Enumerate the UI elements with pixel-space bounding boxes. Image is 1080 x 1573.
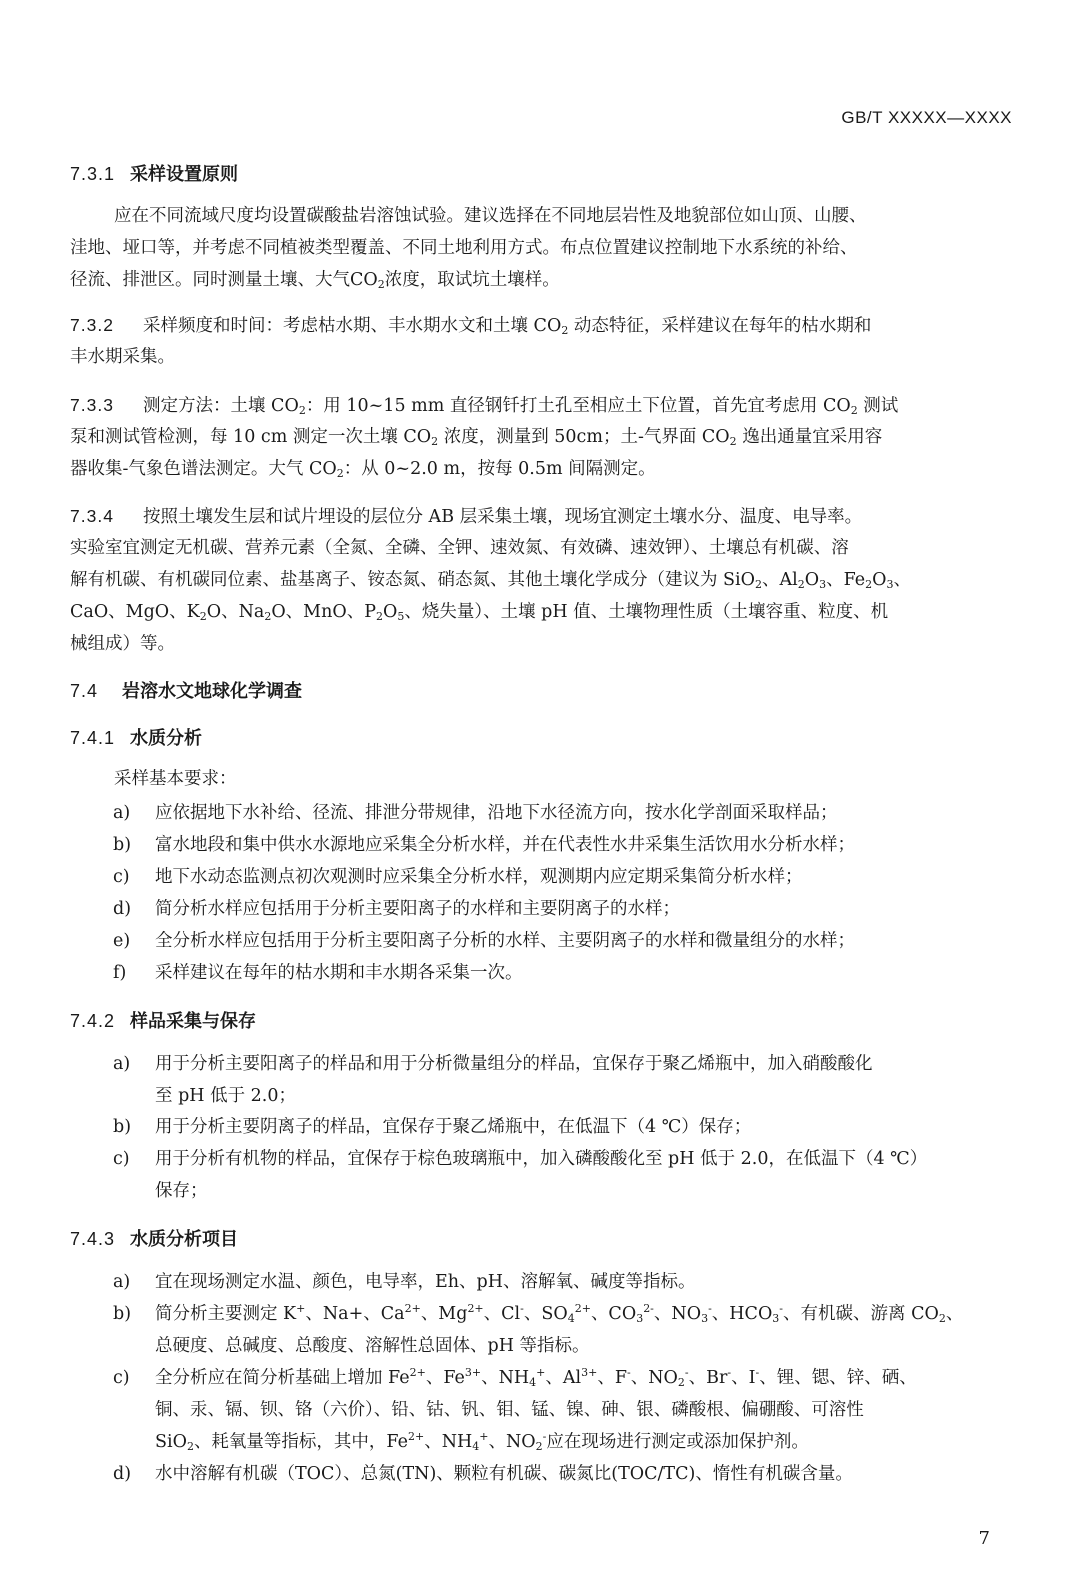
text-line: 应在不同流域尺度均设置碳酸盐岩溶蚀试验。建议选择在不同地层岩性及地貌部位如山顶、山腰、: [114, 206, 867, 226]
text-line: CaO、MgO、$K_2O$、$Na_2O$、MnO、$P_2O_5$、烧失量）、土壤 pH 值、土壤物理性质（土壤容重、粒度、机: [70, 602, 889, 623]
paragraph-7-3-2: [70, 309, 1010, 373]
paragraph-7-3-4: [70, 500, 1010, 660]
section-title: 采样设置原则: [130, 164, 238, 185]
list-item: a) 宜在现场测定水温、颜色，电导率，Eh、pH、溶解氧、碱度等指标。: [113, 1272, 696, 1292]
list-item: b) 简分析主要测定 K+、Na+、$Ca^{2+}$、$Mg^{2+}$、Cl-、$SO_4^{2+}$、$CO_3^{2-}$、$NO_3^-$、$HCO_3^-$、有机碳、游离 $CO_2$、 总硬度、总碱度、总酸度、溶解性总固体、pH 等指标。: [113, 1302, 964, 1356]
list-item: c) 地下水动态监测点初次观测时应采集全分析水样，观测期内应定期采集简分析水样；: [113, 867, 803, 887]
section-number: 7.4: [70, 681, 99, 701]
text-line: 实验室宜测定无机碳、营养元素（全氮、全磷、全钾、速效氮、有效磷、速效钾）、土壤总有机碳、溶: [70, 538, 849, 558]
section-number: 7.4.2: [70, 1011, 116, 1031]
section-number: 7.4.3: [70, 1229, 116, 1249]
list-item: d) 水中溶解有机碳（TOC）、总氮(TN)、颗粒有机碳、碳氮比(TOC/TC)、惰性有机碳含量。: [113, 1464, 853, 1484]
paragraph-7-3-3: [70, 389, 1010, 485]
section-number: 7.3.4: [70, 506, 114, 526]
text-line: 7.3.4 按照土壤发生层和试片埋设的层位分 AB 层采集土壤，现场宜测定土壤水分、温度、电导率。: [70, 500, 1010, 532]
list-item: c) 用于分析有机物的样品，宜保存于棕色玻璃瓶中，加入磷酸酸化至 pH 低于 2.0，在低温下（4 ℃） 保存；: [113, 1149, 928, 1201]
text-line: 7.3.2 采样频度和时间：考虑枯水期、丰水期水文和土壤 $CO_2$ 动态特征，采样建议在每年的枯水期和: [70, 309, 1010, 341]
text-line: 采样基本要求：: [114, 769, 237, 789]
list-item: f) 采样建议在每年的枯水期和丰水期各采集一次。: [113, 963, 523, 983]
heading-7-4-3: [70, 1225, 238, 1251]
list-item: d) 简分析水样应包括用于分析主要阳离子的水样和主要阴离子的水样；: [113, 899, 680, 919]
text-line: 器收集-气象色谱法测定。大气 $CO_2$：从 0~2.0 m，按每 0.5m 间隔测定。: [70, 459, 656, 480]
intro-text: [70, 763, 1010, 795]
text-line: 丰水期采集。: [70, 347, 175, 367]
list-item: b) 用于分析主要阴离子的样品，宜保存于聚乙烯瓶中，在低温下（4 ℃）保存；: [113, 1117, 752, 1137]
text-line: 洼地、垭口等，并考虑不同植被类型覆盖、不同土地利用方式。布点位置建议控制地下水系统的补给、: [70, 238, 858, 258]
section-title: 水质分析项目: [130, 1229, 238, 1250]
text-line: 械组成）等。: [70, 634, 175, 654]
text-line: 7.3.3 测定方法：土壤 $CO_2$：用 10~15 mm 直径钢钎打土孔至相应土下位置，首先宜考虑用 $CO_2$ 测试: [70, 389, 1010, 421]
list-item: b) 富水地段和集中供水水源地应采集全分析水样，并在代表性水井采集生活饮用水分析水样；: [113, 835, 855, 855]
section-number: 7.3.3: [70, 395, 114, 415]
text-line: 泵和测试管检测，每 10 cm 测定一次土壤 $CO_2$ 浓度，测量到 50cm；土-气界面 $CO_2$ 逸出通量宜采用容: [70, 427, 883, 448]
section-number: 7.3.2: [70, 315, 114, 335]
section-number: 7.3.1: [70, 164, 116, 184]
section-title: 样品采集与保存: [130, 1011, 256, 1032]
section-title: 水质分析: [130, 728, 202, 749]
paragraph-7-3-1: [70, 200, 1010, 296]
section-title: 岩溶水文地球化学调查: [122, 681, 302, 702]
heading-7-4: [70, 677, 302, 703]
standard-code: GB/T XXXXX—XXXX: [841, 108, 1012, 127]
heading-7-4-1: [70, 724, 202, 750]
list-item: a) 应依据地下水补给、径流、排泄分带规律，沿地下水径流方向，按水化学剖面采取样品；: [113, 803, 838, 823]
text-line: 径流、排泄区。同时测量土壤、大气$CO_2$浓度，取试坑土壤样。: [70, 270, 560, 291]
page-number: 7: [978, 1528, 990, 1549]
list-item: c) 全分析应在简分析基础上增加 $Fe^{2+}$、$Fe^{3+}$、$NH_4^+$、$Al^{3+}$、F-、$NO_2^-$、Br-、I-、锂、锶、锌、硒、 铜、汞、镉、钡、铬（六价）、铅、钴、钒、钼、锰、镍、砷、银、磷酸根、偏硼酸、可溶性 SiO$_2$、耗氧量等指标，其中，$Fe^{2+}$、$NH_4^+$、$NO_2^-$应在现场进行测定或添加保护剂。: [113, 1366, 917, 1453]
heading-7-3-1: [70, 160, 238, 186]
list-item: e) 全分析水样应包括用于分析主要阳离子分析的水样、主要阴离子的水样和微量组分的水样；: [113, 931, 855, 951]
text-line: 解有机碳、有机碳同位素、盐基离子、铵态氮、硝态氮、其他土壤化学成分（建议为 SiO$_2$、$Al_2O_3$、$Fe_2O_3$、: [70, 570, 912, 591]
list-item: a) 用于分析主要阳离子的样品和用于分析微量组分的样品，宜保存于聚乙烯瓶中，加入硝酸酸化 至 pH 低于 2.0；: [113, 1054, 873, 1106]
section-number: 7.4.1: [70, 728, 116, 748]
heading-7-4-2: [70, 1007, 256, 1033]
